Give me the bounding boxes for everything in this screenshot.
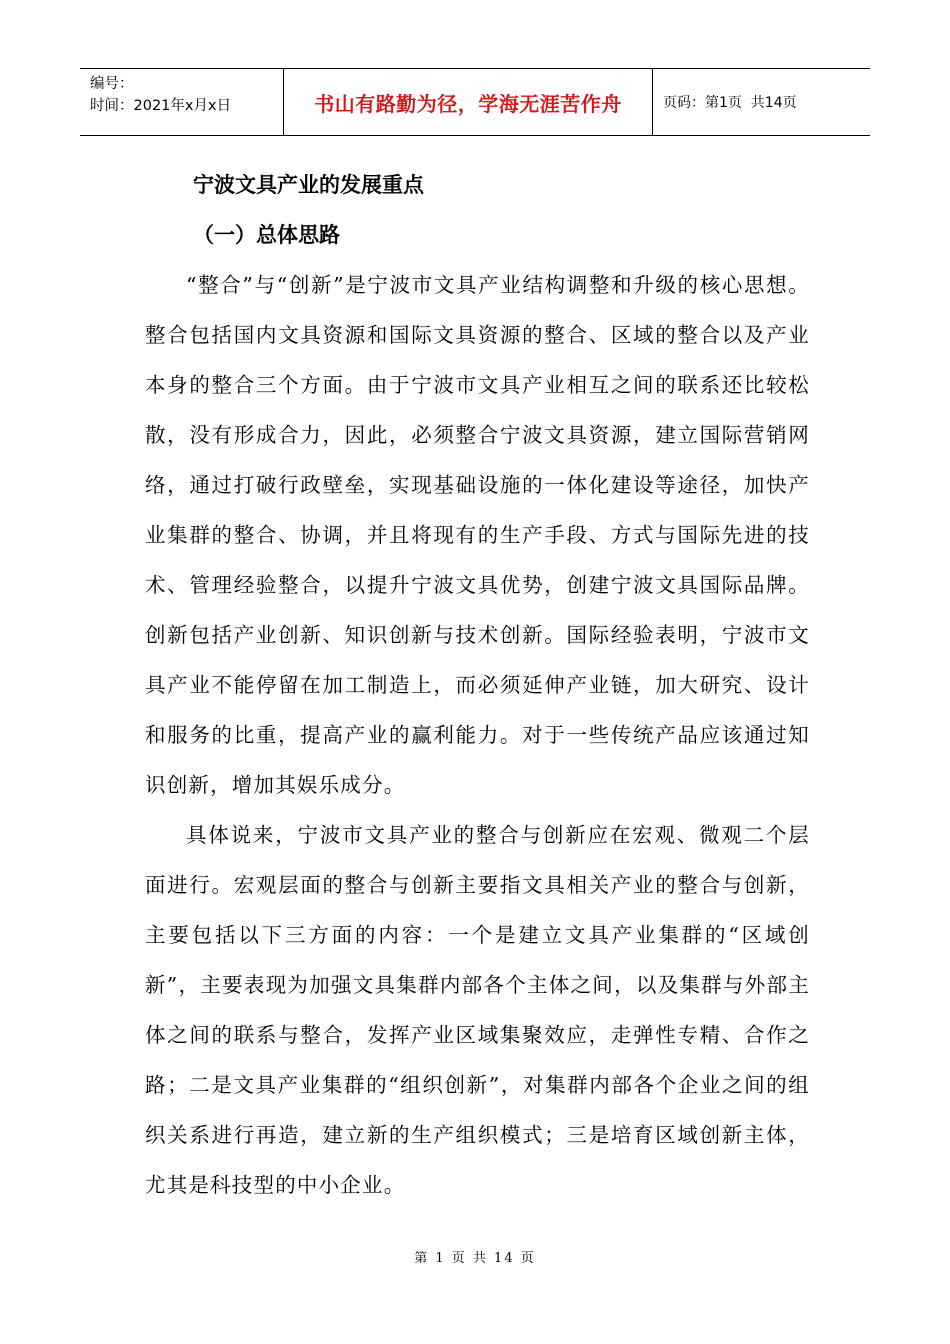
body-paragraph: 具体说来，宁波市文具产业的整合与创新应在宏观、微观二个层面进行。宏观层面的整合与创新主要指文具相关产业的整合与创新，主要包括以下三方面的内容：一个是建立文具产业集群的“区域创新”，主要表现为加强文具集群内部各个主体之间，以及集群与外部主体之间的联系与整合，发挥产业区域集聚效应，走弹性专精、合作之路；二是文具产业集群的“组织创新”，对集群内部各个企业之间的组织关系进行再造，建立新的生产组织模式；三是培育区域创新主体，尤其是科技型的中小企业。 xyxy=(145,823,810,1197)
header-motto: 书山有路勤为径，学海无涯苦作舟 xyxy=(283,69,653,135)
document-title: 宁波文具产业的发展重点 xyxy=(193,173,424,197)
header-meta xyxy=(80,69,283,135)
body-paragraph: “整合”与“创新”是宁波市文具产业结构调整和升级的核心思想。整合包括国内文具资源和国际文具资源的整合、区域的整合以及产业本身的整合三个方面。由于宁波市文具产业相互之间的联系还比较松散，没有形成合力，因此，必须整合宁波文具资源，建立国际营销网络，通过打破行政壁垒，实现基础设施的一体化建设等途径，加快产业集群的整合、协调，并且将现有的生产手段、方式与国际先进的技术、管理经验整合，以提升宁波文具优势，创建宁波文具国际品牌。创新包括产业创新、知识创新与技术创新。国际经验表明，宁波市文具产业不能停留在加工制造上，而必须延伸产业链，加大研究、设计和服务的比重，提高产业的赢利能力。对于一些传统产品应该通过知识创新，增加其娱乐成分。 xyxy=(145,273,810,797)
document-number-label: 编号： xyxy=(90,76,134,92)
document-date-label: 时间：2021年x月x日 xyxy=(90,98,232,114)
header-page-info xyxy=(653,69,870,135)
page-footer: 第 1 页 共 14 页 xyxy=(414,1251,536,1266)
document-body xyxy=(145,160,810,1210)
header-page-info-text: 页码：第1页 共14页 xyxy=(663,95,797,111)
document-header xyxy=(80,68,870,136)
section-heading: （一）总体思路 xyxy=(193,223,340,247)
